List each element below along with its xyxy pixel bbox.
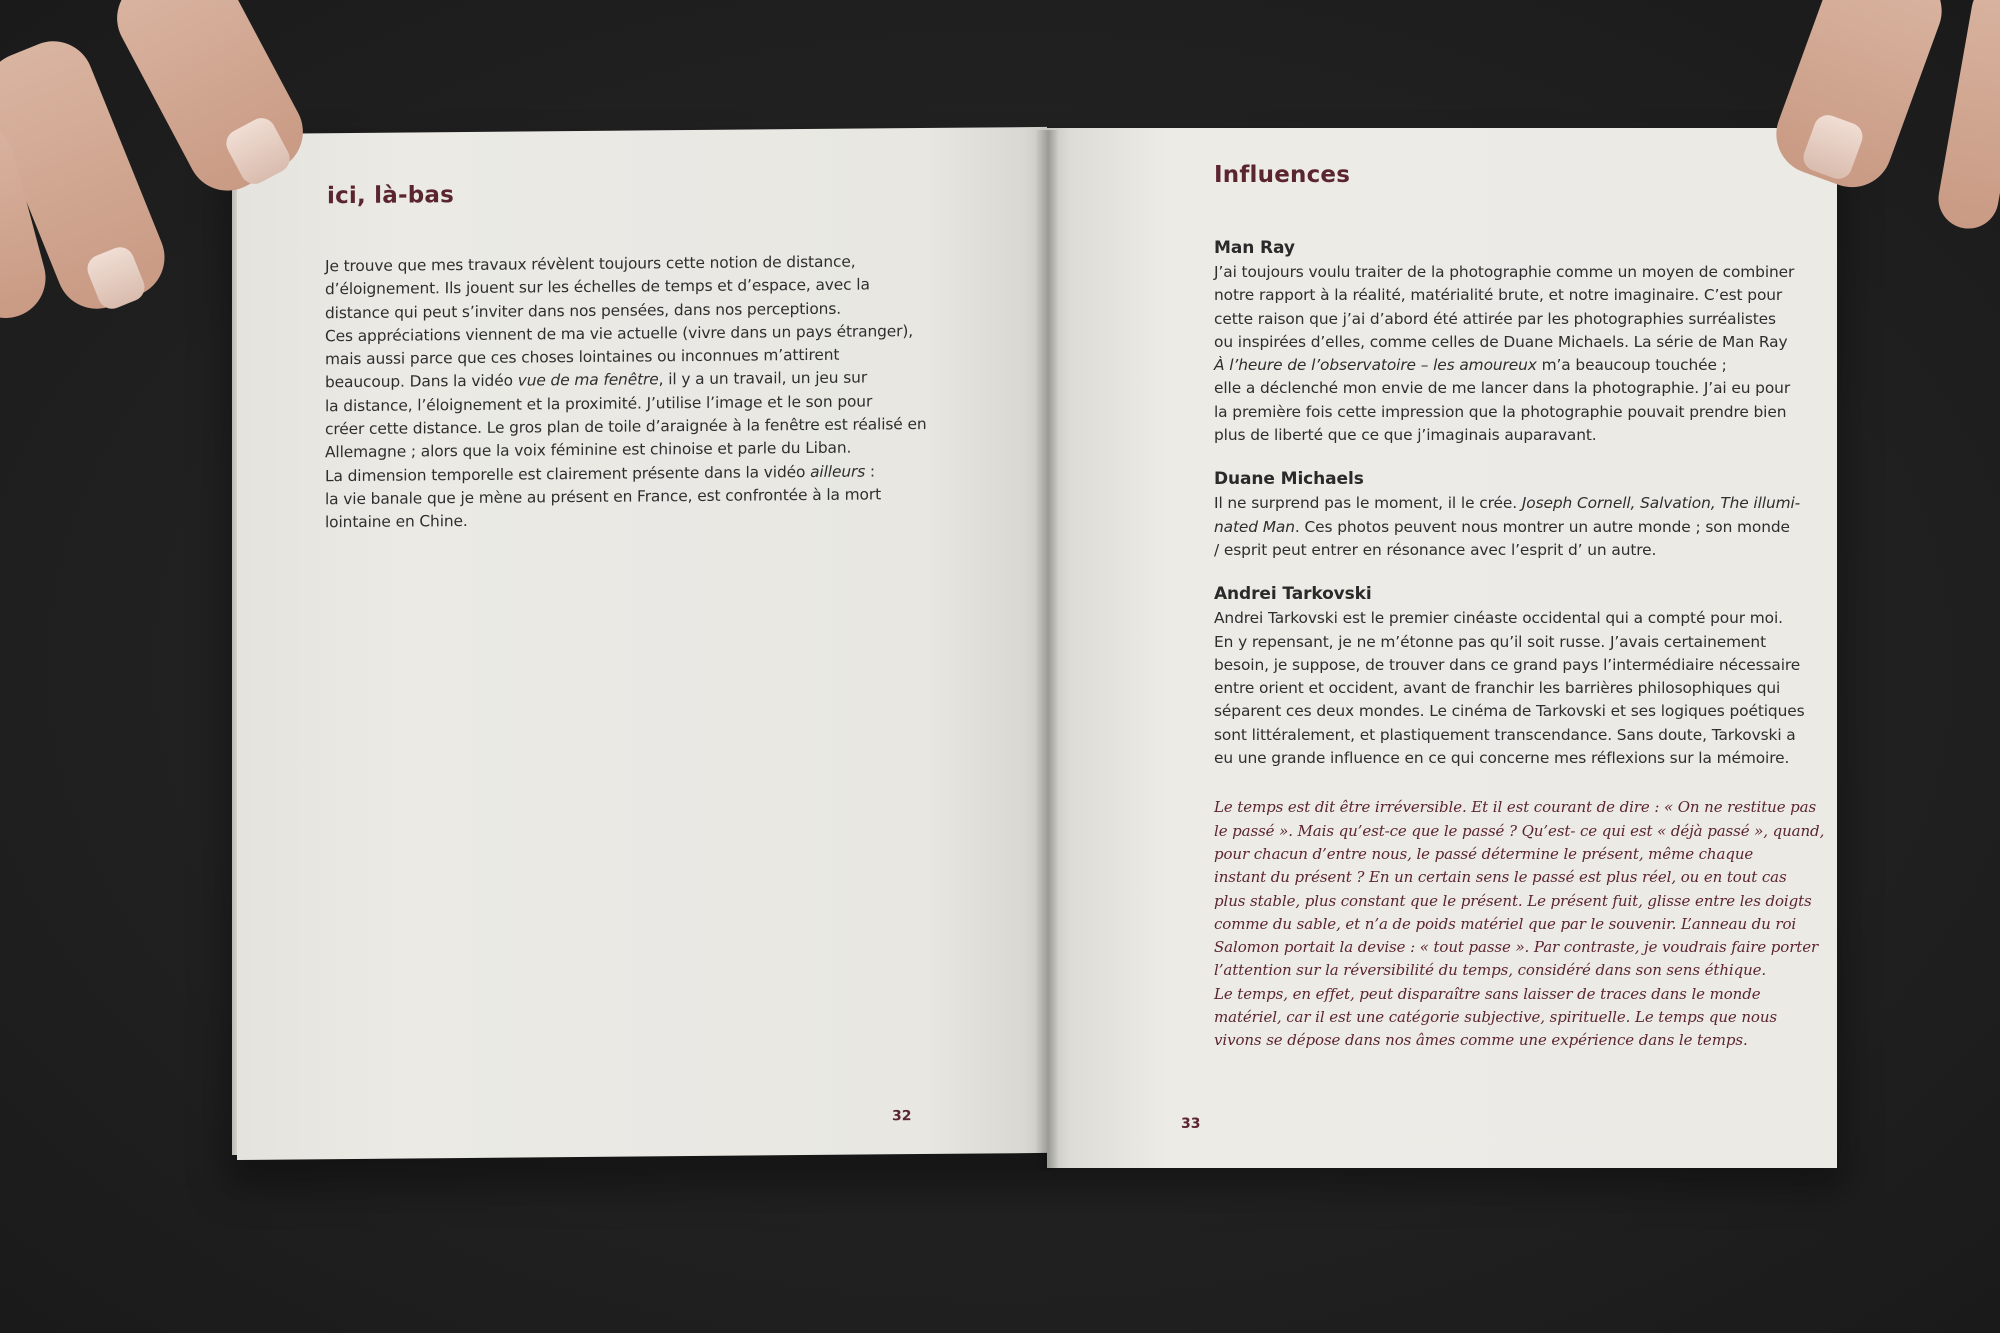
right-page-body xyxy=(1214,236,1825,1053)
text-line: elle a déclenché mon envie de me lancer dans la photographie. J’ai eu pour xyxy=(1214,379,1791,398)
text-line: sont littéralement, et plastiquement transcendance. Sans doute, Tarkovski a xyxy=(1214,725,1796,744)
section-man-ray xyxy=(1214,236,1814,447)
text-line: ou inspirées d’elles, comme celles de Duane Michaels. La série de Man Ray xyxy=(1214,332,1788,351)
video-title: ailleurs xyxy=(810,462,866,481)
text-line: Ces appréciations viennent de ma vie actuelle (vivre dans un pays étranger), xyxy=(325,321,914,346)
book-gutter xyxy=(1035,130,1059,1170)
text-run: . Ces photos peuvent nous montrer un autre monde ; son monde xyxy=(1294,517,1790,536)
quote-line: matériel, car il est une catégorie subjective, spirituelle. Le temps que nous xyxy=(1214,1008,1778,1027)
text-line: la distance, l’éloignement et la proximité. J’utilise l’image et le son pour xyxy=(325,392,873,416)
text-run: Il ne surprend pas le moment, il le crée. xyxy=(1214,494,1522,513)
text-line: distance qui peut s’inviter dans nos pensées, dans nos perceptions. xyxy=(325,299,842,322)
text-run: m’a beaucoup touchée ; xyxy=(1536,356,1727,375)
left-page-number: 32 xyxy=(892,1108,912,1125)
text-line: Andrei Tarkovski est le premier cinéaste occidental qui a compté pour moi. xyxy=(1214,609,1783,628)
text-line: mais aussi parce que ces choses lointaines ou inconnues m’attirent xyxy=(325,345,840,369)
right-page xyxy=(1047,128,1837,1168)
text-line: la première fois cette impression que la photographie pouvait prendre bien xyxy=(1214,402,1787,421)
text-line: entre orient et occident, avant de franchir les barrières philosophiques qui xyxy=(1214,679,1781,698)
text-line: créer cette distance. Le gros plan de toile d’araignée à la fenêtre est réalisé en xyxy=(325,415,927,439)
text-run: beaucoup. Dans la vidéo xyxy=(325,372,518,392)
text-line xyxy=(1214,492,1814,515)
video-title: vue de ma fenêtre xyxy=(517,370,659,391)
section-heading: Duane Michaels xyxy=(1214,469,1364,490)
right-page-title: Influences xyxy=(1214,162,1351,188)
quote-line: Le temps, en effet, peut disparaître sans laisser de traces dans le monde xyxy=(1214,984,1761,1003)
text-run: : xyxy=(865,462,876,481)
artwork-title: À l’heure de l’observatoire – les amoureux xyxy=(1214,356,1537,375)
right-page-number: 33 xyxy=(1181,1116,1201,1132)
text-line xyxy=(1214,516,1814,539)
section-heading: Man Ray xyxy=(1214,238,1295,258)
quote-line: Salomon portait la devise : « tout passe ». Par contraste, je voudrais faire porter xyxy=(1214,938,1819,957)
text-line: J’ai toujours voulu traiter de la photographie comme un moyen de combiner xyxy=(1214,263,1795,281)
section-duane-michaels xyxy=(1214,467,1814,562)
quote-line: comme du sable, et n’a de poids matériel que par le souvenir. L’anneau du roi xyxy=(1214,914,1797,933)
text-run: , il y a un travail, un jeu sur xyxy=(658,368,868,389)
quote-line: Le temps est dit être irréversible. Et il est courant de dire : « On ne restitue pas xyxy=(1214,798,1817,817)
quote-line: instant du présent ? En un certain sens le passé est plus réel, ou en tout cas xyxy=(1214,868,1787,887)
text-line xyxy=(1214,354,1814,377)
text-line: Allemagne ; alors que la voix féminine est chinoise et parle du Liban. xyxy=(325,439,852,462)
text-line: / esprit peut entrer en résonance avec l’esprit d’ un autre. xyxy=(1214,540,1657,559)
quote-line: vivons se dépose dans nos âmes comme une expérience dans le temps. xyxy=(1214,1031,1748,1050)
quote-line: plus stable, plus constant que le présent. Le présent fuit, glisse entre les doigts xyxy=(1214,891,1812,910)
text-run: La dimension temporelle est clairement présente dans la vidéo xyxy=(325,462,811,485)
text-line: lointaine en Chine. xyxy=(325,512,468,532)
artwork-title: nated Man xyxy=(1214,517,1295,536)
text-line: En y repensant, je ne m’étonne pas qu’il soit russe. J’avais certainement xyxy=(1214,632,1767,651)
section-andrei-tarkovski xyxy=(1214,582,1814,770)
text-line: cette raison que j’ai d’abord été attirée par les photographies surréalistes xyxy=(1214,309,1776,328)
quote-line: le passé ». Mais qu’est-ce que le passé ? Qu’est- ce qui est « déjà passé », quand, xyxy=(1214,821,1825,840)
left-page-body xyxy=(325,249,1025,535)
tarkovski-quote xyxy=(1214,796,1825,1052)
left-page xyxy=(237,127,1047,1160)
text-line: notre rapport à la réalité, matérialité brute, et notre imaginaire. C’est pour xyxy=(1214,286,1783,305)
artwork-title: Joseph Cornell, Salvation, The illumi- xyxy=(1521,494,1801,513)
text-line: séparent ces deux mondes. Le cinéma de Tarkovski et ses logiques poétiques xyxy=(1214,702,1805,721)
text-line: plus de liberté que ce que j’imaginais auparavant. xyxy=(1214,426,1597,445)
text-line: eu une grande influence en ce qui concerne mes réflexions sur la mémoire. xyxy=(1214,749,1790,768)
section-heading: Andrei Tarkovski xyxy=(1214,584,1372,605)
text-line: Je trouve que mes travaux révèlent toujours cette notion de distance, xyxy=(325,252,856,276)
text-line: besoin, je suppose, de trouver dans ce grand pays l’intermédiaire nécessaire xyxy=(1214,655,1801,674)
text-line: d’éloignement. Ils jouent sur les échelles de temps et d’espace, avec la xyxy=(325,275,870,299)
text-line: la vie banale que je mène au présent en France, est confrontée à la mort xyxy=(325,485,882,509)
quote-line: pour chacun d’entre nous, le passé détermine le présent, même chaque xyxy=(1214,844,1754,863)
left-page-title: ici, là-bas xyxy=(327,182,454,210)
quote-line: l’attention sur la réversibilité du temps, considéré dans son sens éthique. xyxy=(1214,961,1767,980)
